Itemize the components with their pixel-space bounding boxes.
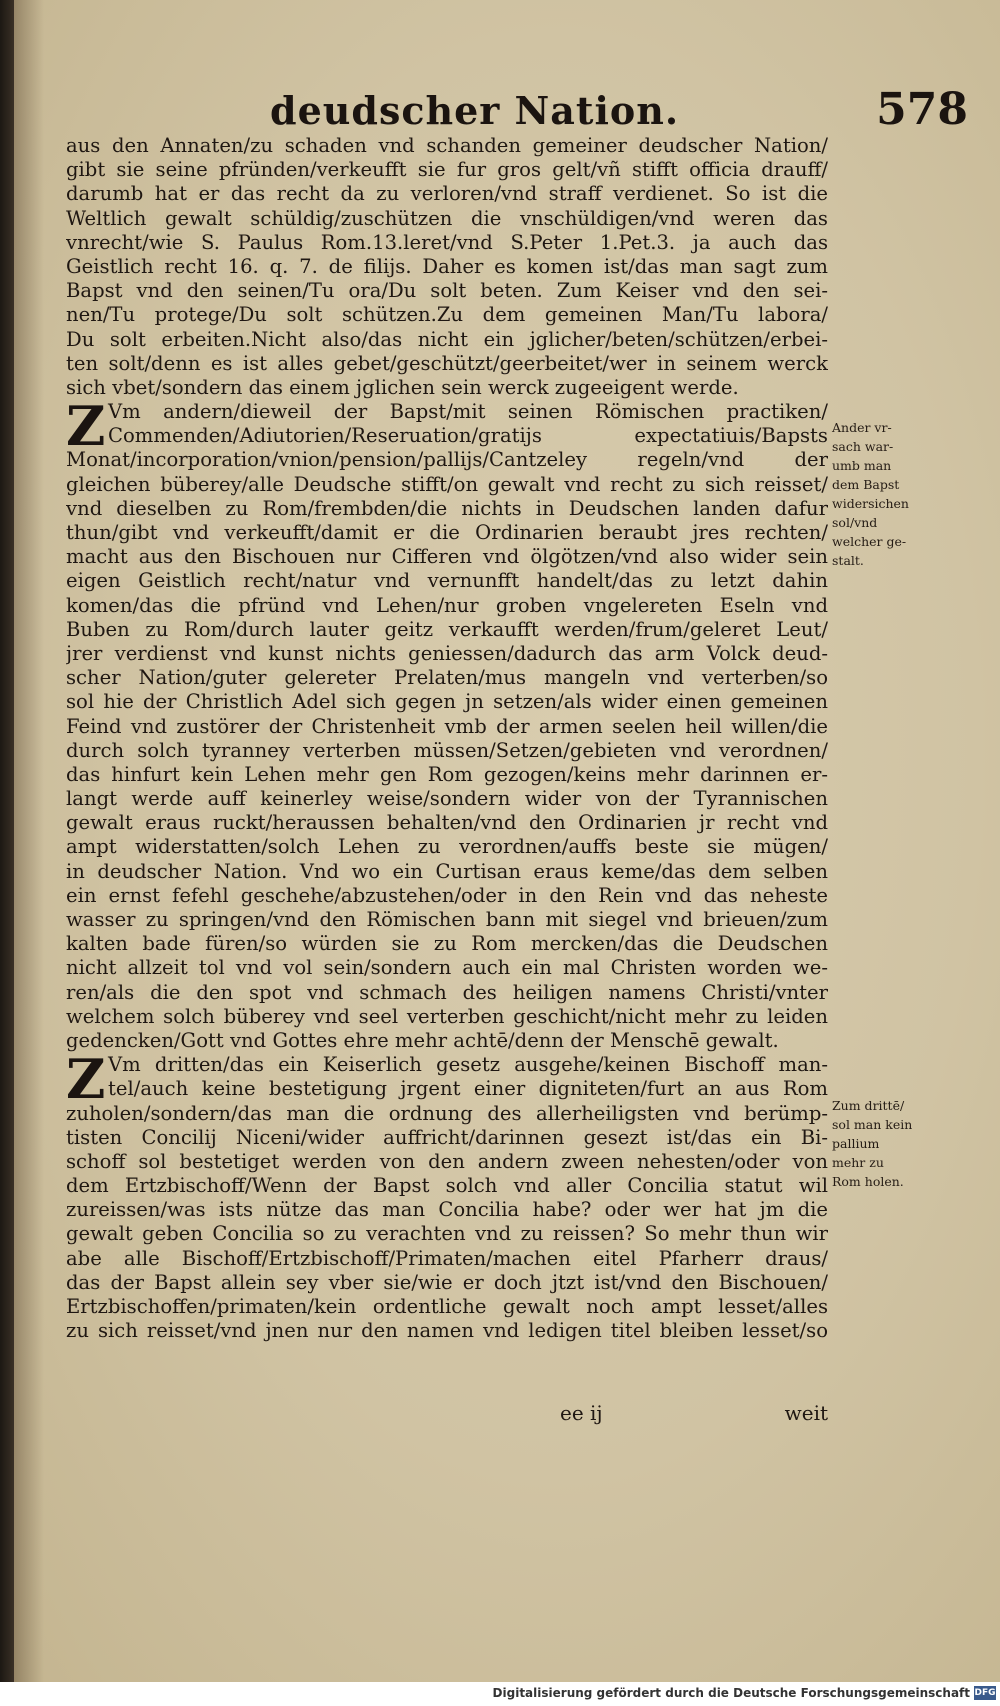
paragraph-third <box>66 1047 828 1343</box>
margin-note-line: Rom holen. <box>832 1174 904 1189</box>
footer-bar <box>0 1682 1000 1706</box>
body-text <box>66 134 828 1343</box>
text-line: tel/auch keine bestetigung jrgent einer digniteten/furt an aus Rom <box>108 1077 828 1101</box>
text-line: ten solt/denn es ist alles gebet/geschützt/geerbeitet/wer in seinem werck <box>66 351 828 375</box>
margin-note-third <box>832 1096 924 1191</box>
text-line: Ertzbischoffen/primaten/kein ordentliche gewalt noch ampt lesset/alles <box>66 1295 828 1318</box>
text-line: gedencken/Gott vnd Gottes ehre mehr achtē/denn der Menschē gewalt. <box>66 1028 779 1052</box>
drop-cap: Z <box>66 394 106 459</box>
text-line: Buben zu Rom/durch lauter geitz verkaufft werden/frum/geleret Leut/ <box>66 617 828 641</box>
text-line: in deudscher Nation. Vnd wo ein Curtisan eraus keme/das dem selben <box>66 859 828 883</box>
text-line: Bapst vnd den seinen/Tu ora/Du solt beten. Zum Keiser vnd den sei- <box>66 279 828 303</box>
margin-note-line: umb man <box>832 458 892 473</box>
margin-note-line: Ander vr- <box>832 420 892 435</box>
drop-cap: Z <box>66 1047 106 1112</box>
text-line: ampt widerstatten/solch Lehen zu verordnen/auffs beste sie mügen/ <box>66 835 828 859</box>
text-line: gibt sie seine pfründen/verkeufft sie fur gros gelt/vñ stifft officia drauff/ <box>66 158 828 182</box>
margin-note-line: Zum drittē/ <box>832 1098 905 1113</box>
text-line: gewalt eraus ruckt/heraussen behalten/vnd den Ordinarien jr recht vnd <box>66 811 828 835</box>
text-line: ein ernst fefehl geschehe/abzustehen/oder in den Rein vnd das neheste <box>66 883 828 907</box>
text-line: schoff sol bestetiget werden von den andern zween nehesten/oder von <box>66 1149 828 1173</box>
text-line: gewalt geben Concilia so zu verachten vnd zu reissen? So mehr thun wir <box>66 1222 828 1246</box>
text-line: Vm dritten/das ein Keiserlich gesetz ausgehe/keinen Bischoff man- <box>108 1053 828 1077</box>
text-line: wasser zu springen/vnd den Römischen bann mit siegel vnd brieuen/zum <box>66 908 828 931</box>
catchword: weit <box>784 1401 828 1425</box>
text-line: thun/gibt vnd verkeufft/damit er die Ordinarien beraubt jres rechten/ <box>66 521 828 544</box>
text-line: Weltlich gewalt schüldig/zuschützen die vnschüldigen/vnd weren das <box>66 206 828 230</box>
text-line: zuholen/sondern/das man die ordnung des allerheiligsten vnd berümp- <box>66 1101 828 1125</box>
text-line: Vm andern/dieweil der Bapst/mit seinen Römischen practiken/ <box>108 400 828 424</box>
text-line: Commenden/Adiutorien/Reseruation/gratijs expectatiuis/Bapsts <box>108 424 828 448</box>
text-line: welchem solch büberey vnd seel verterben geschicht/nicht mehr zu leiden <box>66 1004 828 1028</box>
text-line: nen/Tu protege/Du solt schützen.Zu dem gemeinen Man/Tu labora/ <box>66 303 828 327</box>
text-line: jrer verdienst vnd kunst nichts geniessen/dadurch das arm Volck deud- <box>66 641 828 665</box>
text-line: tisten Concilij Niceni/wider auffricht/darinnen gesezt ist/das ein Bi- <box>66 1125 828 1149</box>
margin-note-second-cause <box>832 418 924 570</box>
text-line: dem Ertzbischoff/Wenn der Bapst solch vnd aller Concilia statut wil <box>66 1174 828 1198</box>
text-line: darumb hat er das recht da zu verloren/vnd straff verdienet. So ist die <box>66 182 828 206</box>
scan-edge <box>0 0 14 1706</box>
text-line: sich vbet/sondern das einem jglichen sein werck zugeeigent werde. <box>66 375 739 399</box>
text-line: abe alle Bischoff/Ertzbischoff/Primaten/machen eitel Pfarherr draus/ <box>66 1246 828 1270</box>
text-line: Du solt erbeiten.Nicht also/das nicht ein jglicher/beten/schützen/erbei- <box>66 327 828 351</box>
folio-number: 578 <box>876 84 968 135</box>
text-line: Geistlich recht 16. q. 7. de filijs. Daher es komen ist/das man sagt zum <box>66 254 828 278</box>
text-line: Feind vnd zustörer der Christenheit vmb der armen seelen heil willen/die <box>66 714 828 738</box>
text-line: vnd dieselben zu Rom/frembden/die nichts in Deudschen landen dafur <box>66 496 828 520</box>
text-line: durch solch tyranney verterben müssen/Setzen/gebieten vnd verordnen/ <box>66 738 828 762</box>
text-line: macht aus den Bischouen nur Cifferen vnd ölgötzen/vnd also wider sein <box>66 545 828 569</box>
text-line: das hinfurt kein Lehen mehr gen Rom gezogen/keins mehr darinnen er- <box>66 762 828 786</box>
text-line: vnrecht/wie S. Paulus Rom.13.leret/vnd S.Peter 1.Pet.3. ja auch das <box>66 230 828 254</box>
text-line: nicht allzeit tol vnd vol sein/sondern auch ein mal Christen worden we- <box>66 956 828 980</box>
text-line: Monat/incorporation/vnion/pension/pallijs/Cantzeley regeln/vnd der <box>66 448 828 472</box>
margin-note-line: sol man kein <box>832 1117 913 1132</box>
text-line: scher Nation/guter gelereter Prelaten/mus mangeln vnd verterben/so <box>66 666 828 690</box>
margin-note-line: pallium <box>832 1136 880 1151</box>
margin-note-line: widersichen <box>832 496 909 511</box>
text-line: das der Bapst allein sey vber sie/wie er doch jtzt ist/vnd den Bischouen/ <box>66 1270 828 1294</box>
running-head: deudscher Nation. <box>270 88 680 133</box>
dfg-logo-icon: DFG <box>974 1688 996 1698</box>
text-line: sol hie der Christlich Adel sich gegen jn setzen/als wider einen gemeinen <box>66 690 828 714</box>
margin-note-line: mehr zu <box>832 1155 884 1170</box>
text-line: langt werde auff keinerley weise/sondern wider von der Tyrannischen <box>66 787 828 811</box>
catchwords-row <box>560 1401 828 1429</box>
signature-mark: ee ij <box>560 1401 603 1425</box>
text-line: zu sich reisset/vnd jnen nur den namen vnd ledigen titel bleiben lesset/so <box>66 1319 828 1343</box>
margin-note-line: welcher ge- <box>832 534 907 549</box>
margin-note-line: sach war- <box>832 439 894 454</box>
text-line: eigen Geistlich recht/natur vnd vernunfft handelt/das zu letzt dahin <box>66 569 828 593</box>
text-line: ren/als die den spot vnd schmach des heiligen namens Christi/vnter <box>66 980 828 1004</box>
text-line: kalten bade füren/so würden sie zu Rom mercken/das die Deudschen <box>66 932 828 956</box>
text-line: gleichen büberey/alle Deudsche stifft/on gewalt vnd recht zu sich reisset/ <box>66 472 828 496</box>
margin-note-line: stalt. <box>832 553 864 568</box>
margin-note-line: dem Bapst <box>832 477 900 492</box>
gutter-shadow <box>14 0 44 1682</box>
footer-credit: Digitalisierung gefördert durch die Deutsche Forschungsgemeinschaft <box>492 1686 970 1700</box>
text-line: komen/das die pfründ vnd Lehen/nur groben vngelereten Eseln vnd <box>66 593 828 617</box>
paragraph-second <box>66 394 828 1053</box>
text-line: aus den Annaten/zu schaden vnd schanden gemeiner deudscher Nation/ <box>66 134 828 157</box>
margin-note-line: sol/vnd <box>832 515 878 530</box>
text-line: zureissen/was ists nütze das man Concilia habe? oder wer hat jm die <box>66 1198 828 1222</box>
